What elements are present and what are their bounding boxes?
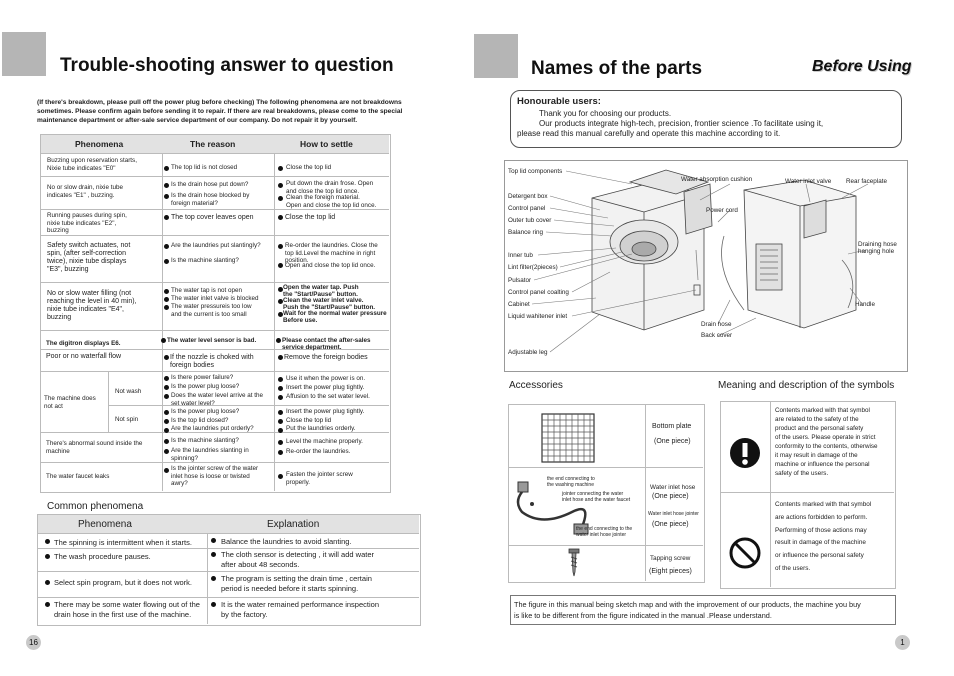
phenomenon-e1: No or slow drain, nixie tube indicates "E1" , buzzing. [47, 184, 123, 199]
accessories-title: Accessories [509, 380, 563, 391]
header-gray-square [2, 32, 46, 76]
part-pulsator: Pulsator [508, 277, 532, 284]
part-drain-hose: Drain hose [701, 321, 732, 328]
symbols-title: Meaning and description of the symbols [718, 380, 895, 391]
part-rear-faceplate: Rear faceplate [846, 178, 887, 185]
before-using-heading: Before Using [812, 58, 912, 75]
phenomenon-e4: No or slow water filling (not reaching the level in 40 min), nixie tube indicates "E4", buzzing [47, 290, 137, 321]
warning-icon [728, 436, 762, 470]
note-text: The figure in this manual being sketch map and with the improvement of our products, the machine you buy is like to be different from the figure indicated in the manual .Please understand. [514, 600, 861, 620]
part-control-panel: Control panel [508, 205, 546, 212]
forbidden-description: Contents marked with that symbol are actions forbidden to perform. Performing of those actions may result in damage of the machine or influence the personal safety of the users. [775, 501, 872, 572]
common-phenomena-label: Common phenomena [47, 501, 144, 512]
honour-heading: Honourable users: [517, 96, 601, 107]
part-top-lid: Top lid components [508, 168, 563, 175]
page-number-left: 16 [26, 635, 41, 650]
page-title: Trouble-shooting answer to question [60, 55, 394, 76]
phenomenon-e6: The digitron displays E6. [46, 340, 121, 347]
part-water-cushion: Water absorption cushion [681, 176, 753, 183]
part-back-cover: Back cover [701, 332, 733, 339]
part-coating: Control panel coalting [508, 289, 569, 296]
warning-description: Contents marked with that symbol are related to the safety of the product and the personal safety of the users. Please operate in strict conformity to the contents, otherwise it may result in damage of the machine or influence the personal safety of the users. [775, 407, 878, 477]
part-handle: Handle [855, 301, 875, 308]
part-power-cord: Power cord [706, 207, 738, 214]
screw-icon [566, 548, 582, 578]
parts-page-title: Names of the parts [531, 58, 703, 79]
part-inlet-valve: Water inlet valve [785, 178, 832, 185]
phenomenon-abnormal-sound: There's abnormal sound inside the machine [46, 440, 143, 455]
part-inner-tub: Inner tub [508, 252, 533, 259]
col-header-explanation: Explanation [267, 519, 320, 530]
part-balance-ring: Balance ring [508, 229, 544, 236]
part-liquid-inlet: Liquid wahitener inlet [508, 313, 568, 320]
col-header-phenomena-2: Phenomena [78, 519, 132, 530]
phenomenon-faucet-leak: The water faucet leaks [46, 473, 110, 480]
phenomenon-e0: Buzzing upon reservation starts, Nixie tube indicates "E0" [47, 157, 137, 172]
part-detergent-box: Detergent box [508, 193, 548, 200]
phenomenon-e3: Safety switch actuates, not spin, (after self-correction twice), nixie tube displays "E3", buzzing [47, 242, 131, 273]
bottom-plate-icon [538, 410, 598, 466]
intro-text: (If there's breakdown, please pull off the power plug before checking) The following phenomena are not breakdowns sometimes. Please confirm again before sending it to repair. If there are real breakdowns, please come to the special maintenance department or after-sale service department of our company. Do not repair it by yourself. [37, 99, 403, 124]
phenomenon-no-act: The machine does not act [44, 395, 96, 410]
forbidden-icon [728, 536, 762, 570]
part-adjustable-leg: Adjustable leg [508, 349, 548, 356]
part-outer-tub: Outer tub cover [508, 217, 552, 224]
header-gray-square-right [474, 34, 518, 78]
phenomenon-waterfall: Poor or no waterfall flow [46, 353, 122, 360]
col-header-phenomena: Phenomena [75, 139, 124, 149]
part-draining-hose: Draining hose hanging hole [858, 241, 897, 255]
col-header-reason: The reason [190, 139, 236, 149]
col-header-settle: How to settle [300, 139, 353, 149]
page-number-right: 1 [895, 635, 910, 650]
part-cabinet: Cabinet [508, 301, 530, 308]
part-lint-filter: Lint filter(2pieces) [508, 264, 558, 271]
phenomenon-e2: Running pauses during spin, nixie tube indicates "E2", buzzing [47, 212, 127, 234]
